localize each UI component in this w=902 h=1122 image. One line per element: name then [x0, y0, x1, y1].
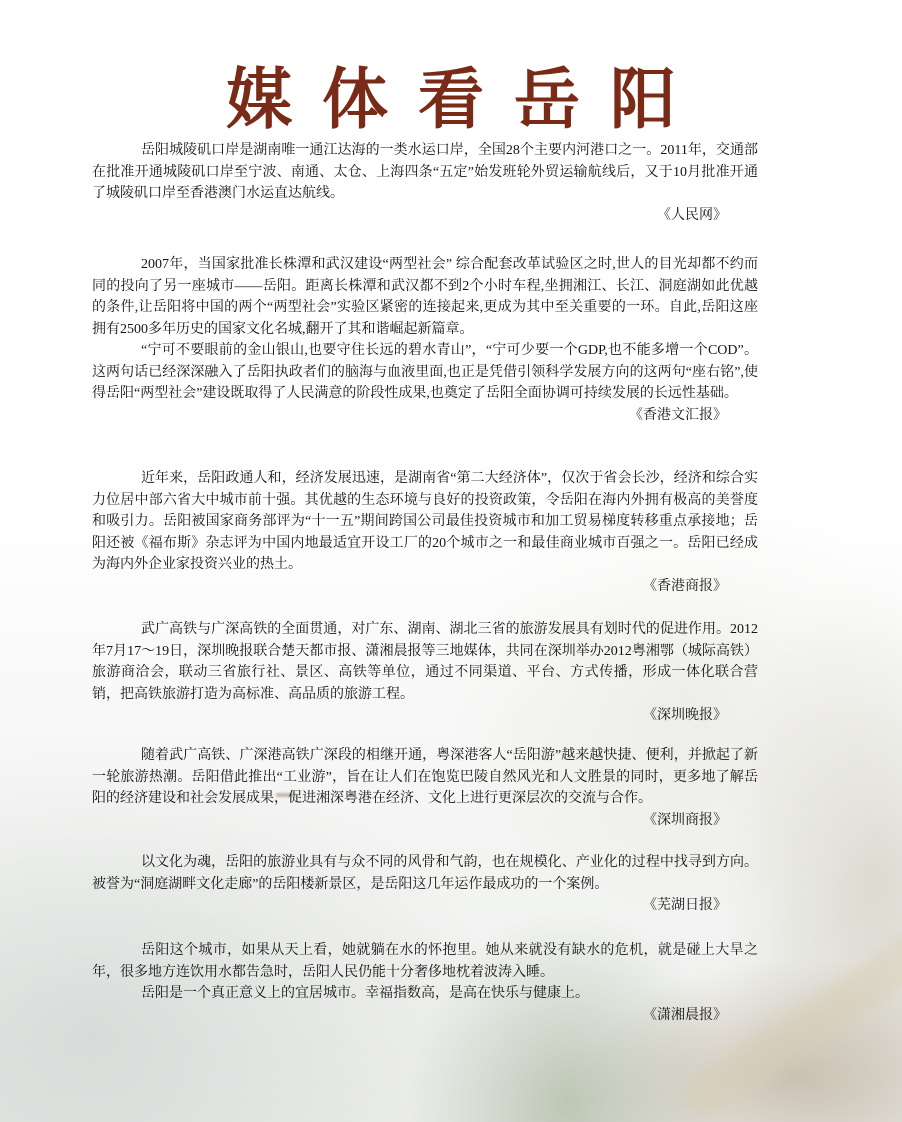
- article-renmin-wang: [92, 140, 758, 226]
- article-paragraph: 岳阳城陵矶口岸是湖南唯一通江达海的一类水运口岸，全国28个主要内河港口之一。2011年，交通部在批准开通城陵矶口岸至宁波、南通、太仓、上海四条“五定”始发班轮外贸运输航线后，又于10月批准开通了城陵矶口岸至香港澳门水运直达航线。: [92, 143, 758, 201]
- article-paragraph: 2007年，当国家批准长株潭和武汉建设“两型社会” 综合配套改革试验区之时,世人的目光却都不约而同的投向了另一座城市——岳阳。距离长株潭和武汉都不到2个小时车程,坐拥湘江、长江、洞庭湖如此优越的条件,让岳阳将中国的两个“两型社会”实验区紧密的连接起来,更成为其中至关重要的一环。自此,岳阳这座拥有2500多年历史的国家文化名城,翻开了其和谐崛起新篇章。: [92, 257, 758, 337]
- article-source: 《潇湘晨报》: [643, 1007, 727, 1023]
- article-hk-wenweipo: [92, 254, 758, 426]
- article-shenzhen-evening-news: [92, 619, 758, 727]
- article-xiaoxiang-morning-herald: [92, 940, 758, 1026]
- article-paragraph: 岳阳这个城市，如果从天上看，她就躺在水的怀抱里。她从来就没有缺水的危机，就是碰上大旱之年，很多地方连饮用水都告急时，岳阳人民仍能十分奢侈地枕着波涛入睡。: [92, 943, 758, 980]
- article-paragraph: 随着武广高铁、广深港高铁广深段的相继开通，粤深港客人“岳阳游”越来越快捷、便利，并掀起了新一轮旅游热潮。岳阳借此推出“工业游”，旨在让人们在饱览巴陵自然风光和人文胜景的同时，更多地了解岳阳的经济建设和社会发展成果，促进湘深粤港在经济、文化上进行更深层次的交流与合作。: [92, 748, 758, 806]
- article-paragraph: “宁可不要眼前的金山银山,也要守住长远的碧水青山”，“宁可少要一个GDP,也不能多增一个COD”。这两句话已经深深融入了岳阳执政者们的脑海与血液里面,也正是凭借引领科学发展方向的这两句“座右铭”,使得岳阳“两型社会”建设既取得了人民满意的阶段性成果,也奠定了岳阳全面协调可持续发展的长远性基础。: [92, 343, 758, 401]
- article-paragraph: 武广高铁与广深高铁的全面贯通，对广东、湖南、湖北三省的旅游发展具有划时代的促进作用。2012年7月17～19日，深圳晚报联合楚天都市报、潇湘晨报等三地媒体，共同在深圳举办2012粤湘鄂（城际高铁）旅游商洽会，联动三省旅行社、景区、高铁等单位，通过不同渠道、平台、方式传播，形成一体化联合营销，把高铁旅游打造为高标准、高品质的旅游工程。: [92, 622, 758, 702]
- article-source: 《香港商报》: [643, 578, 727, 594]
- article-source: 《深圳商报》: [643, 812, 727, 828]
- article-paragraph: 以文化为魂，岳阳的旅游业具有与众不同的风骨和气韵，也在规模化、产业化的过程中找寻到方向。被誉为“洞庭湖畔文化走廊”的岳阳楼新景区，是岳阳这几年运作最成功的一个案例。: [92, 855, 758, 892]
- article-source: 《芜湖日报》: [643, 898, 727, 913]
- article-source: 《人民网》: [657, 207, 727, 223]
- article-shenzhen-economic-daily: [92, 745, 758, 831]
- page-title: 媒体看岳阳: [226, 60, 706, 139]
- article-hk-commercial-daily: [92, 468, 758, 597]
- article-wuhu-daily: [92, 852, 758, 917]
- article-source: 《香港文汇报》: [629, 407, 727, 423]
- article-paragraph: 岳阳是一个真正意义上的宜居城市。幸福指数高，是高在快乐与健康上。: [141, 986, 589, 1001]
- article-paragraph: 近年来，岳阳政通人和，经济发展迅速，是湖南省“第二大经济体”，仅次于省会长沙，经济和综合实力位居中部六省大中城市前十强。其优越的生态环境与良好的投资政策，令岳阳在海内外拥有极高的美誉度和吸引力。岳阳被国家商务部评为“十一五”期间跨国公司最佳投资城市和加工贸易梯度转移重点承接地；岳阳还被《福布斯》杂志评为中国内地最适宜开设工厂的20个城市之一和最佳商业城市百强之一。岳阳已经成为海内外企业家投资兴业的热土。: [92, 471, 758, 572]
- article-source: 《深圳晚报》: [643, 708, 727, 723]
